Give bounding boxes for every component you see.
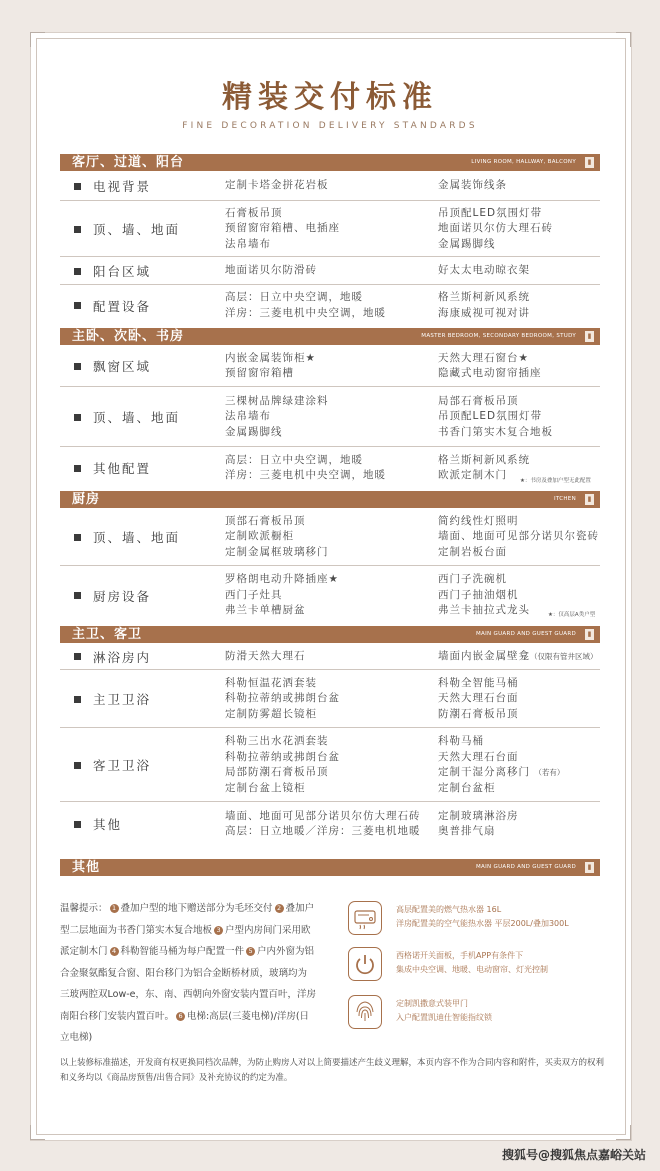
bullet-icon [74,363,81,370]
row-col2: 定制玻璃淋浴房 奥普排气扇 [438,809,519,837]
row-col2: 格兰斯柯新风系统 欧派定制木门 [438,453,530,481]
bullet-icon [74,592,81,599]
row-label: 淋浴房内 [74,643,151,670]
watermark-text: 搜狐号@搜狐焦点嘉峪关站 [501,1148,646,1162]
section-title-en: MASTER BEDROOM, SECONDARY BEDROOM, STUDY [421,333,576,339]
corner-ornament [30,1125,45,1140]
corner-ornament [616,32,631,47]
table-row [60,387,600,447]
fingerprint-icon [348,995,382,1029]
bullet-icon [74,762,81,769]
disclaimer-text: 以上装修标准描述，开发商有权更换同档次品牌，为防止购房人对以上简要描述产生歧义理解，本页内容不作为合同内容和附件，买卖双方的权利和义务均以《商品房预售/出售合同》及补充协议的约定为准。 [60,1058,605,1083]
row-label: 阳台区域 [74,257,151,285]
row-col2: 科勒马桶 天然大理石台面 定制干湿分离移门 （若有） 定制台盆柜 [438,735,565,794]
table-row [60,670,600,728]
section-header-kitchen [60,491,600,508]
table-row [60,171,600,201]
bullet-icon [74,226,81,233]
row-col1: 定制卡塔金拼花岩板 [225,179,329,192]
table-row [60,447,600,489]
row-label: 主卫卫浴 [74,670,151,728]
table-row [60,802,600,846]
row-col1: 顶部石膏板吊顶 定制欧派橱柜 定制金属框玻璃移门 [225,514,329,558]
row-col1: 防滑天然大理石 [225,649,306,662]
bullet-icon [74,696,81,703]
bullet-icon [74,821,81,828]
bullet-icon [74,465,81,472]
row-col1: 地面诺贝尔防滑砖 [225,264,317,277]
row-col2: 天然大理石窗台★ 隐藏式电动窗帘插座 [438,351,542,379]
page-subtitle: FINE DECORATION DELIVERY STANDARDS [182,121,478,131]
row-label: 顶、墙、地面 [74,387,180,447]
row-col1: 高层：日立中央空调，地暖 洋房：三菱电机中央空调，地暖 [225,291,386,319]
row-col2: 墙面内嵌金属壁龛（仅限有管井区域） [438,649,598,662]
section-marker-icon: ▮ [585,862,594,873]
bullet-icon [74,653,81,660]
tips-paragraph: 温馨提示： 1 叠加户型的地下赠送部分为毛坯交付 2 叠加户型二层地面为书香门第实木复合地板 3 户型内房间门采用欧派定制木门 4 科勒智能马桶为每户配置一件 5 户内外窗为铝合金聚氨酯复合窗、阳台移门为铝合金断桥材质，玻璃均为三玻两腔双Low-e，东、南、西朝向外窗安装内置百叶，洋房南阳台移门安装内置百叶。 6 电梯:高层(三菱电梯)/洋房(日立电梯) [60,903,316,1043]
row-col2: 吊顶配LED氛围灯带 地面诺贝尔仿大理石砖 金属踢脚线 [438,206,553,250]
footnote: ★：书房及叠加户型无此配置 [520,478,591,484]
section-header-bedroom [60,328,600,345]
table-row [60,643,600,670]
section-marker-icon: ▮ [585,331,594,342]
power-icon [348,947,382,981]
section-title-en: MAIN GUARD AND GUEST GUARD [476,631,576,637]
table-row [60,285,600,326]
table-row [60,201,600,257]
row-col1: 科勒三出水花洒套装 科勒拉蒂纳或拂朗台盆 局部防潮石膏板吊顶 定制台盆上镜柜 [225,735,340,794]
table-row [60,728,600,802]
row-label: 飘窗区域 [74,345,151,387]
row-col2: 局部石膏板吊顶 吊顶配LED氛围灯带 书香门第实木复合地板 [438,394,553,438]
corner-ornament [30,32,45,47]
section-title: 主卫、客卫 [72,627,143,642]
row-label: 其他配置 [74,447,151,489]
section-header-living [60,154,600,171]
row-col1: 罗格朗电动升降插座★ 西门子灶具 弗兰卡单槽厨盆 [225,573,339,617]
corner-ornament [616,1125,631,1140]
row-col2: 科勒全智能马桶 天然大理石台面 防潮石膏板吊顶 [438,676,519,720]
section-title: 厨房 [72,492,101,507]
bullet-icon [74,302,81,309]
bullet-icon [74,534,81,541]
row-col1: 科勒恒温花洒套装 科勒拉蒂纳或拂朗台盆 定制防雾超长镜柜 [225,676,340,720]
table-row [60,566,600,625]
table-row [60,508,600,566]
section-title-en: MAIN GUARD AND GUEST GUARD [476,864,576,870]
table-row [60,257,600,285]
section-header-bath [60,626,600,643]
section-title-en: ITCHEN [553,496,576,502]
row-label: 厨房设备 [74,566,151,625]
water-heater-icon [348,901,382,935]
page-title: 精装交付标准 [222,80,438,115]
row-col1: 高层：日立中央空调，地暖 洋房：三菱电机中央空调，地暖 [225,453,386,481]
bullet-icon [74,414,81,421]
row-col2: 格兰斯柯新风系统 海康威视可视对讲 [438,291,530,319]
row-label: 其他 [74,802,122,846]
row-col1: 内嵌金属装饰柜★ 预留窗帘箱槽 [225,351,316,379]
row-col2: 简约线性灯照明 墙面、地面可见部分诺贝尔瓷砖 定制岩板台面 [438,514,599,558]
section-header-other [60,859,600,876]
row-label: 客卫卫浴 [74,728,151,802]
bullet-icon [74,268,81,275]
section-marker-icon: ▮ [585,629,594,640]
section-marker-icon: ▮ [585,157,594,168]
section-marker-icon: ▮ [585,494,594,505]
row-label: 配置设备 [74,285,151,326]
table-row [60,345,600,387]
row-col1: 石膏板吊顶 预留窗帘箱槽、电插座 法帛墙布 [225,206,340,250]
row-col1: 三棵树品牌绿建涂料 法帛墙布 金属踢脚线 [225,394,329,438]
row-col2: 西门子洗碗机 西门子抽油烟机 弗兰卡抽拉式龙头 [438,573,530,617]
row-col2: 好太太电动晾衣架 [438,264,530,277]
section-title: 其他 [72,860,101,875]
row-label: 顶、墙、地面 [74,201,180,257]
row-label: 顶、墙、地面 [74,508,180,566]
section-title: 客厅、过道、阳台 [72,155,185,170]
bullet-icon [74,183,81,190]
section-title-en: LIVING ROOM, HALLWAY, BALCONY [471,159,576,165]
row-col2: 金属装饰线条 [438,179,507,192]
footnote: ★：仅高层A类户型 [548,612,596,618]
row-label: 电视背景 [74,171,151,201]
section-title: 主卧、次卧、书房 [72,329,185,344]
row-col1: 墙面、地面可见部分诺贝尔仿大理石砖 高层：日立地暖／洋房：三菱电机地暖 [225,809,421,837]
